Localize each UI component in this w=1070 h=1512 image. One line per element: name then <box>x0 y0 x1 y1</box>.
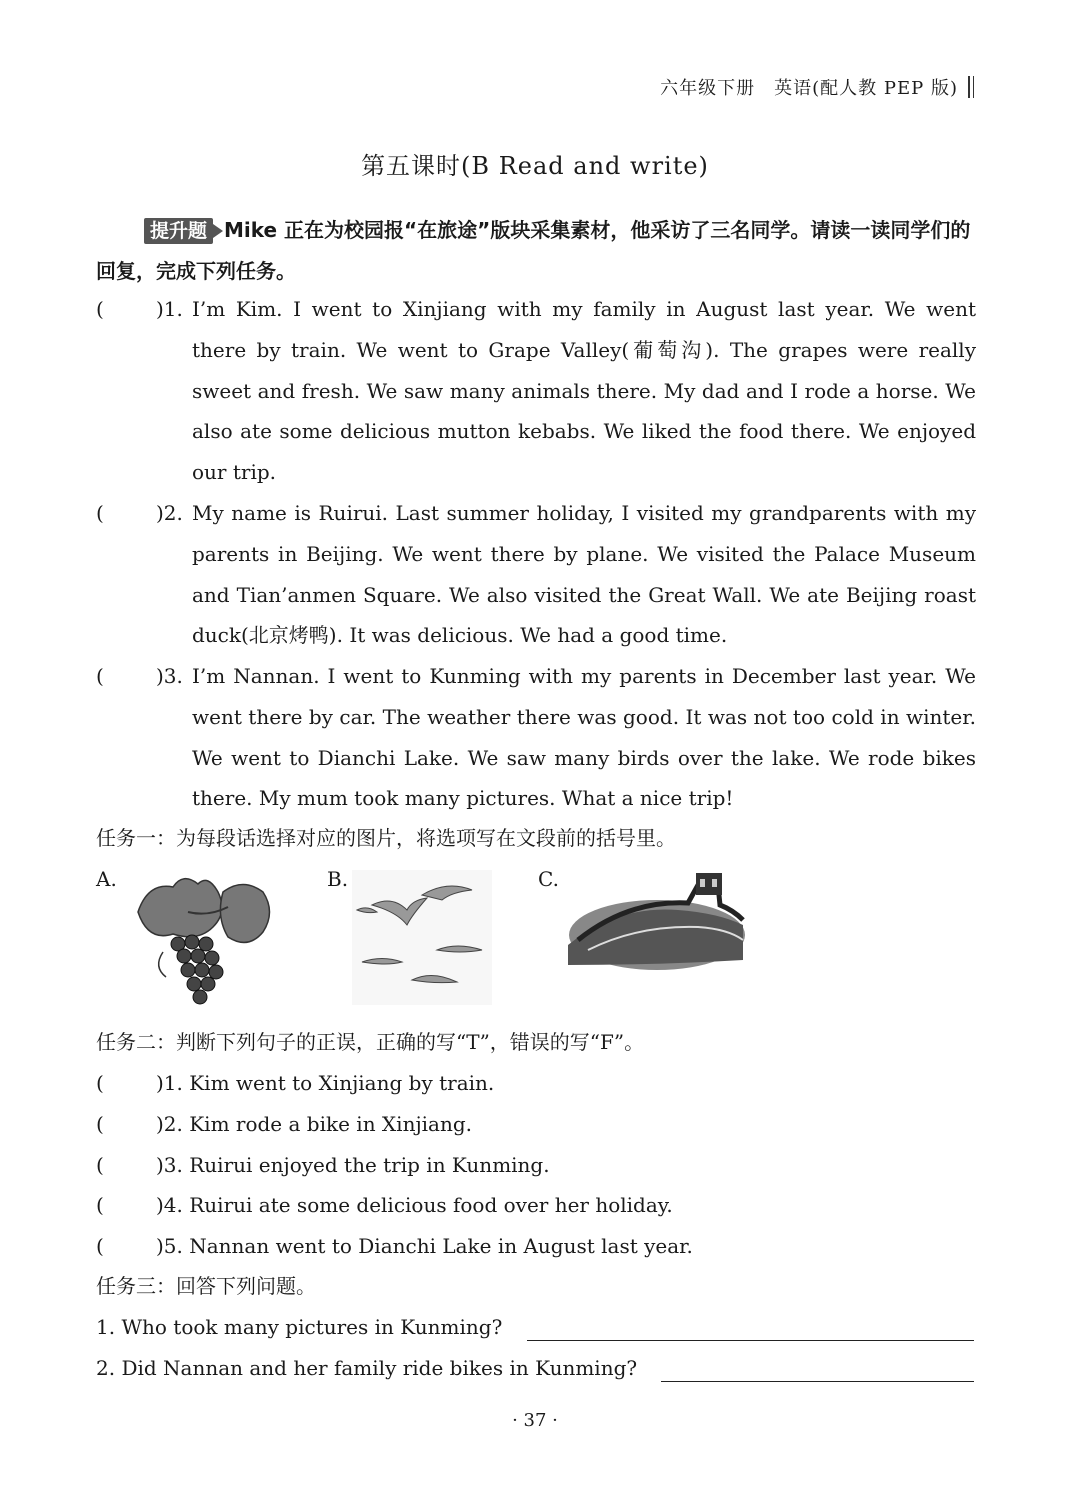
option-c-label: C. <box>538 867 559 891</box>
tf-item-3 <box>96 1145 550 1185</box>
level-tag: 提升题 <box>144 218 213 244</box>
tf-item-1 <box>96 1063 494 1103</box>
answer-bracket[interactable]: ( <box>96 501 104 525</box>
intro-instruction <box>96 210 976 292</box>
lesson-title: 第五课时(B Read and write) <box>361 152 709 180</box>
page-number: · 37 · <box>512 1410 558 1431</box>
page-header <box>660 74 974 100</box>
intro-text: Mike 正在为校园报“在旅途”版块采集素材，他采访了三名同学。请读一读同学们的回复，完成下列任务。 <box>96 218 971 283</box>
passage-number: )2. <box>156 501 183 525</box>
tf-text: )4. Ruirui ate some delicious food over her holiday. <box>156 1193 673 1217</box>
answer-bracket[interactable]: ( <box>96 297 104 321</box>
passage-2 <box>96 493 976 656</box>
answer-bracket[interactable]: ( <box>96 1193 104 1217</box>
answer-bracket[interactable]: ( <box>96 1071 104 1095</box>
answer-bracket[interactable]: ( <box>96 664 104 688</box>
passage-number: )3. <box>156 664 183 688</box>
passage-text: I’m Kim. I went to Xinjiang with my family in August last year. We went there by train. We went to Grape Valley(葡萄沟). The grapes were really sweet and fresh. We saw many animals there. My dad and I rode a horse. We also ate some delicious mutton kebabs. We liked the food there. We enjoyed our trip. <box>192 297 976 485</box>
header-bar <box>968 76 974 98</box>
tf-text: )1. Kim went to Xinjiang by train. <box>156 1071 495 1095</box>
passage-text: I’m Nannan. I went to Kunming with my parents in December last year. We went there by car. The weather there was good. It was not too cold in winter. We went to Dianchi Lake. We saw many birds over the lake. We rode bikes there. My mum took many pictures. What a nice trip! <box>192 664 976 811</box>
answer-bracket[interactable]: ( <box>96 1112 104 1136</box>
task2-instruction: 任务二：判断下列句子的正误，正确的写“T”，错误的写“F”。 <box>96 1030 645 1054</box>
tf-item-5 <box>96 1226 693 1266</box>
passage-text: My name is Ruirui. Last summer holiday, I visited my grandparents with my parents in Beijing. We went there by plane. We visited the Palace Museum and Tian’anmen Square. We also visited the Great Wall. We ate Beijing roast duck(北京烤鸭). It was delicious. We had a good time. <box>192 501 976 648</box>
header-text: 六年级下册 英语(配人教 PEP 版) <box>660 78 958 99</box>
answer-bracket[interactable]: ( <box>96 1234 104 1258</box>
option-a-label: A. <box>96 867 117 891</box>
great-wall-icon <box>568 865 746 973</box>
tf-text: )5. Nannan went to Dianchi Lake in August last year. <box>156 1234 693 1258</box>
option-b-label: B. <box>327 867 349 891</box>
tf-text: )3. Ruirui enjoyed the trip in Kunming. <box>156 1153 550 1177</box>
passage-1 <box>96 289 976 493</box>
answer-bracket[interactable]: ( <box>96 1153 104 1177</box>
task3-instruction: 任务三：回答下列问题。 <box>96 1274 316 1298</box>
task1-instruction: 任务一：为每段话选择对应的图片，将选项写在文段前的括号里。 <box>96 826 676 850</box>
passage-number: )1. <box>156 297 183 321</box>
question-2: 2. Did Nannan and her family ride bikes in Kunming? <box>96 1356 638 1380</box>
grapes-icon <box>128 872 278 1012</box>
tf-item-4 <box>96 1185 673 1225</box>
answer-line-2[interactable] <box>661 1381 974 1382</box>
question-1: 1. Who took many pictures in Kunming? <box>96 1315 503 1339</box>
tf-text: )2. Kim rode a bike in Xinjiang. <box>156 1112 473 1136</box>
birds-icon <box>352 870 492 1005</box>
answer-line-1[interactable] <box>527 1340 974 1341</box>
passage-3 <box>96 656 976 819</box>
tf-item-2 <box>96 1104 472 1144</box>
